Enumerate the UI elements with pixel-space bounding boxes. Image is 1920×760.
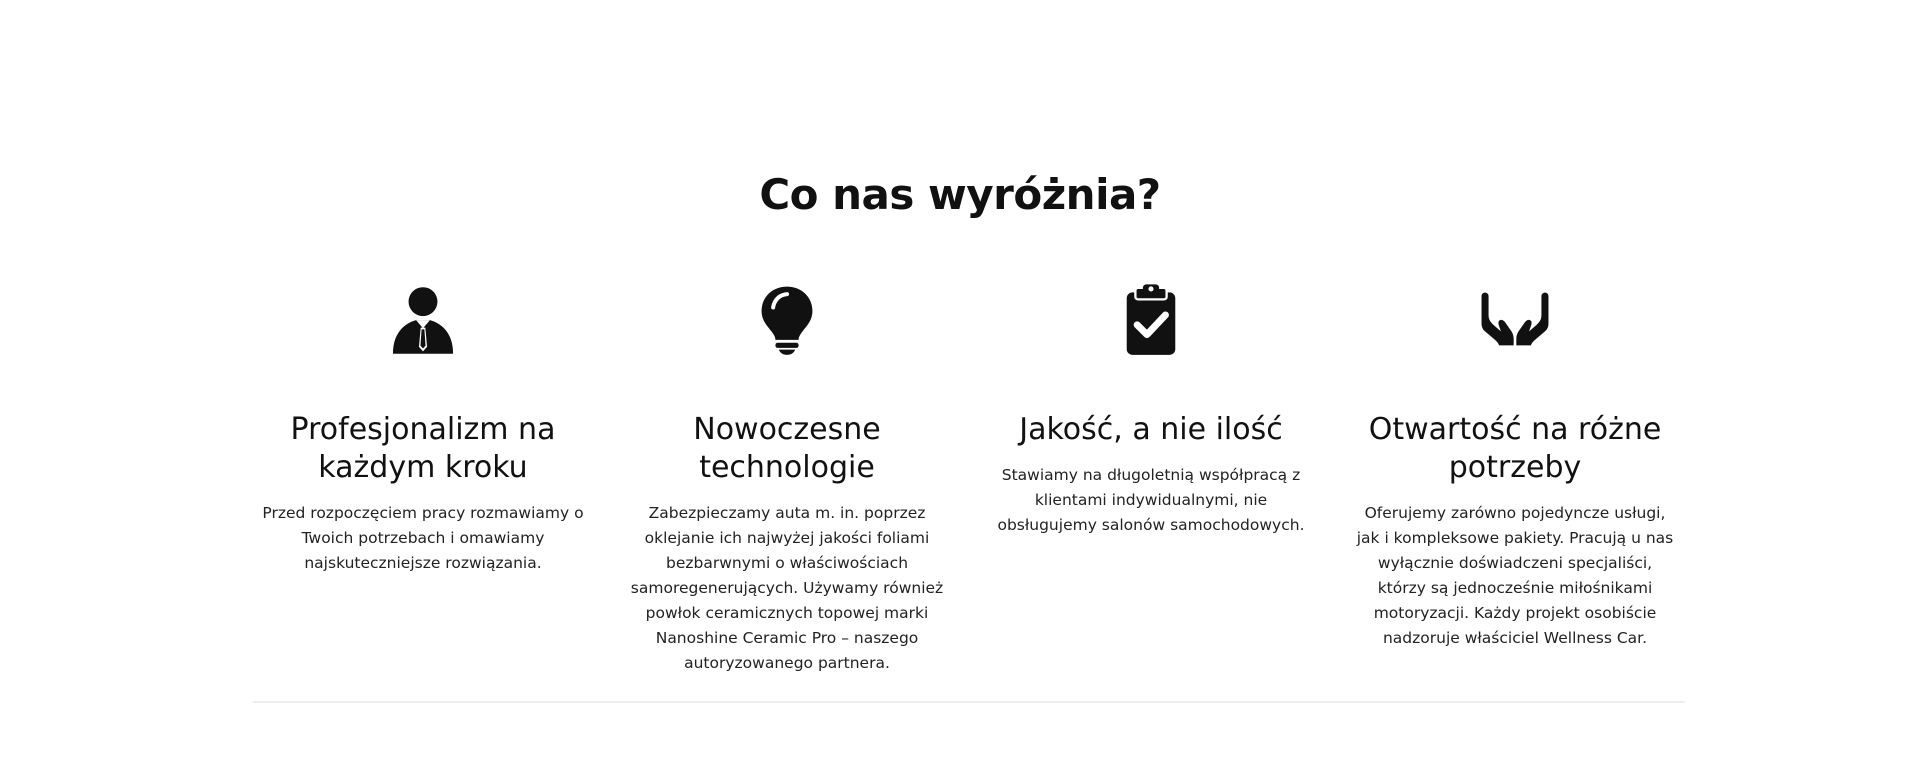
open-hands-icon <box>1478 282 1552 356</box>
lightbulb-icon <box>750 282 824 356</box>
feature-professionalism <box>253 282 593 676</box>
feature-title: Jakość, a nie ilość <box>1019 412 1283 447</box>
feature-description: Oferujemy zarówno pojedyncze usługi, jak i kompleksowe pakiety. Pracują u nas wyłącznie doświadczeni specjaliści, którzy są jednocześnie miłośnikami motoryzacji. Każdy projekt osobiście nadzoruje właściciel Wellness Car. <box>1356 504 1674 647</box>
feature-description: Stawiamy na długoletnią współpracą z klientami indywidualnymi, nie obsługujemy salonów samochodowych. <box>997 466 1305 534</box>
section-divider <box>253 701 1685 703</box>
businessman-icon <box>386 282 460 356</box>
feature-openness <box>1345 282 1685 676</box>
section-title: Co nas wyróżnia? <box>759 170 1161 219</box>
feature-technology <box>617 282 957 676</box>
feature-title: Profesjonalizm na każdym kroku <box>290 412 556 485</box>
feature-description: Zabezpieczamy auta m. in. poprzez oklejanie ich najwyżej jakości foliami bezbarwnymi o właściwościach samoregenerujących. Używamy również powłok ceramicznych topowej marki Nanoshine Ceramic Pro – naszego autoryzowanego partnera. <box>630 504 944 672</box>
feature-title: Nowoczesne technologie <box>693 412 881 485</box>
feature-description: Przed rozpoczęciem pracy rozmawiamy o Twoich potrzebach i omawiamy najskuteczniejsze rozwiązania. <box>262 504 584 572</box>
clipboard-check-icon <box>1114 282 1188 356</box>
feature-quality <box>981 282 1321 676</box>
feature-title: Otwartość na różne potrzeby <box>1368 412 1662 485</box>
features-row <box>253 282 1685 676</box>
